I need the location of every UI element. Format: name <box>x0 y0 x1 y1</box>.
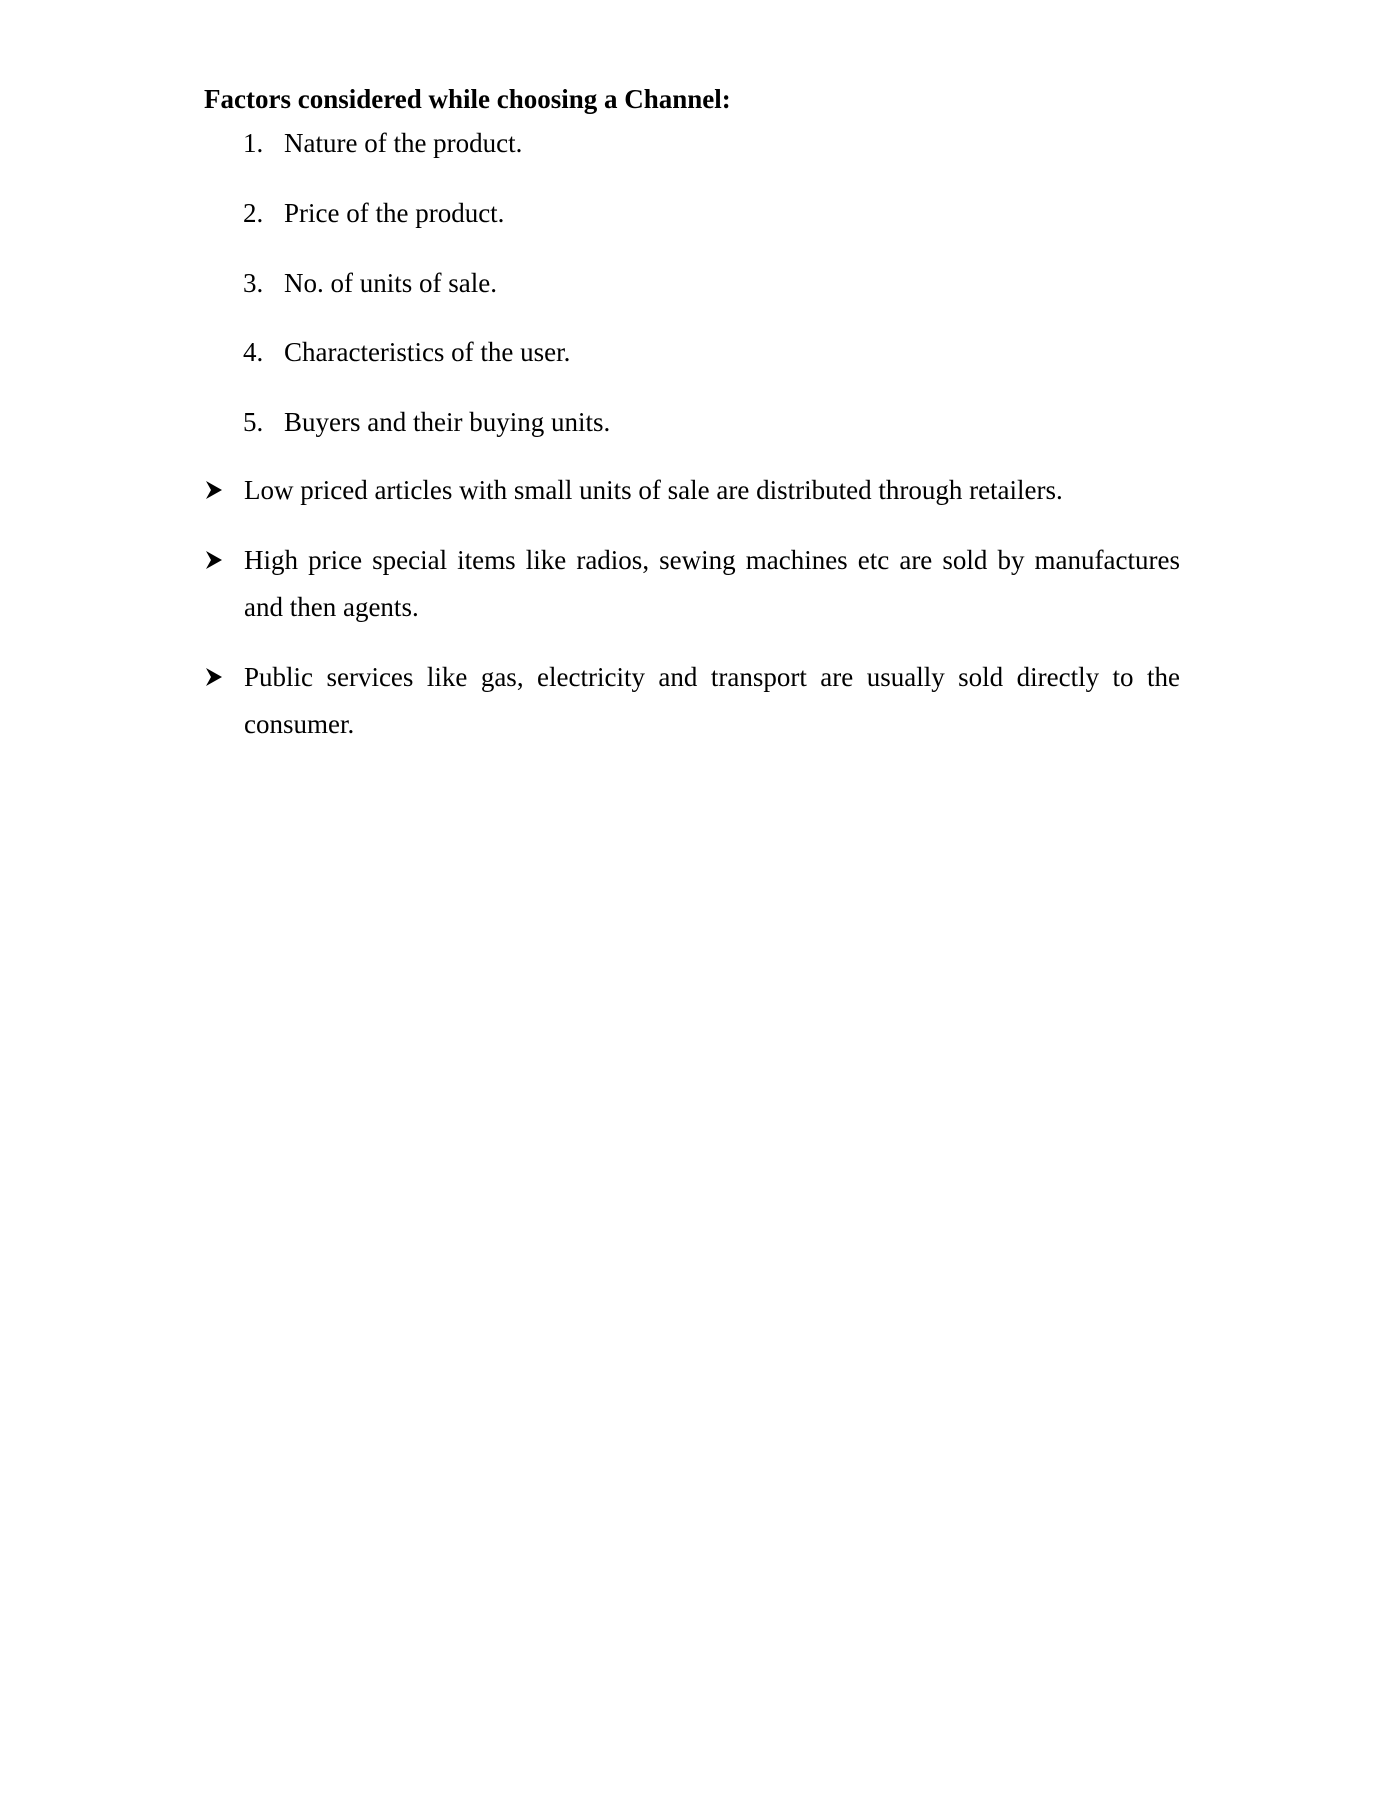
list-number: 1. <box>243 128 264 158</box>
numbered-list-item <box>243 194 504 232</box>
list-item-text: Nature of the product. <box>284 128 523 158</box>
numbered-list-item <box>243 403 610 441</box>
bullet-list-item <box>204 467 1180 514</box>
list-item-text: Buyers and their buying units. <box>284 407 611 437</box>
bullet-item-text: High price special items like radios, sewing machines etc are sold by manufactures and then agents. <box>244 545 1180 622</box>
list-number: 3. <box>243 268 264 298</box>
bullet-item-text: Low priced articles with small units of sale are distributed through retailers. <box>244 475 1063 505</box>
bullet-list-item <box>204 654 1180 748</box>
list-item-text: Characteristics of the user. <box>284 337 571 367</box>
arrow-bullet-icon <box>204 654 228 701</box>
numbered-list-item <box>243 124 522 162</box>
numbered-list-item <box>243 333 570 371</box>
list-number: 2. <box>243 198 264 228</box>
bullet-item-text: Public services like gas, electricity and transport are usually sold directly to the consumer. <box>244 662 1180 739</box>
list-item-text: Price of the product. <box>284 198 505 228</box>
bullet-list-item <box>204 537 1180 631</box>
list-item-text: No. of units of sale. <box>284 268 497 298</box>
list-number: 5. <box>243 407 264 437</box>
arrow-bullet-icon <box>204 537 228 584</box>
section-heading: Factors considered while choosing a Channel: <box>204 84 731 114</box>
arrow-bullet-icon <box>204 467 228 514</box>
numbered-list-item <box>243 264 497 302</box>
list-number: 4. <box>243 337 264 367</box>
